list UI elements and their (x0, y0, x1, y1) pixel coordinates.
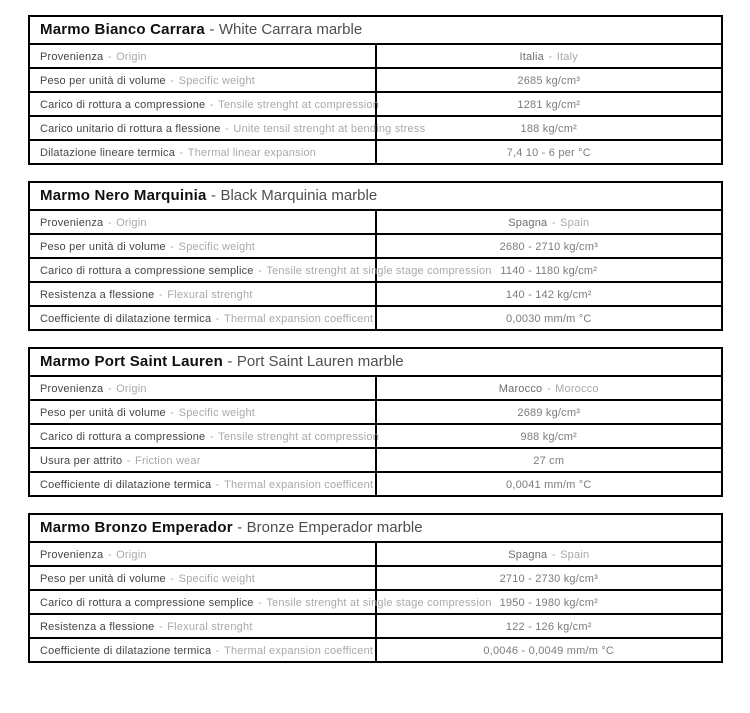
property-label-english: Thermal linear expansion (187, 147, 317, 159)
property-label (29, 424, 380, 448)
property-label (29, 448, 376, 472)
label-separator: - (158, 289, 163, 301)
property-label-italian: Carico di rottura a compressione (40, 99, 206, 111)
property-label-english: Specific weight (178, 75, 256, 87)
property-label-italian: Provenienza (40, 51, 104, 63)
value-text: 7,4 10 - 6 per °C (506, 147, 591, 159)
property-label-italian: Carico di rottura a compressione semplice (40, 265, 254, 277)
table-title-italian: Marmo Bianco Carrara (40, 21, 205, 38)
property-label (29, 68, 376, 92)
property-label (29, 234, 376, 258)
label-separator: - (170, 573, 175, 585)
property-label-english: Flexural strenght (167, 289, 253, 301)
label-separator: - (170, 241, 175, 253)
property-label-english: Tensile strenght at single stage compression (266, 597, 492, 609)
value-text: 0,0030 mm/m °C (506, 313, 592, 325)
property-value (376, 306, 723, 330)
value-separator: - (551, 549, 556, 561)
value-secondary: Spain (560, 217, 590, 229)
value-text: 988 kg/cm² (520, 431, 577, 443)
table-row (29, 140, 722, 164)
value-primary: Marocco (498, 383, 543, 395)
label-separator: - (215, 313, 220, 325)
property-label-italian: Carico di rottura a compressione (40, 431, 206, 443)
property-value (376, 234, 723, 258)
table-title-italian: Marmo Port Saint Lauren (40, 353, 223, 370)
property-label-italian: Peso per unità di volume (40, 407, 166, 419)
property-value (376, 638, 723, 662)
property-label-english: Tensile strenght at compression (218, 431, 380, 443)
property-label-italian: Peso per unità di volume (40, 75, 166, 87)
table-title-english: Black Marquinia marble (220, 187, 378, 204)
property-label (29, 282, 376, 306)
table-row (29, 44, 722, 68)
property-label-english: Origin (116, 549, 147, 561)
property-value (376, 424, 723, 448)
label-separator: - (225, 123, 229, 135)
property-label-english: Specific weight (178, 407, 256, 419)
property-label-english: Thermal expansion coefficent (224, 313, 374, 325)
table-title (29, 514, 722, 542)
label-separator: - (158, 621, 163, 633)
label-separator: - (215, 479, 220, 491)
table-title (29, 16, 722, 44)
value-primary: Italia (519, 51, 544, 63)
property-value (376, 614, 723, 638)
value-text: 2710 - 2730 kg/cm³ (499, 573, 598, 585)
table-title-row (29, 182, 722, 210)
table-row (29, 566, 722, 590)
property-label (29, 376, 376, 400)
table-title-row (29, 16, 722, 44)
label-separator: - (107, 217, 112, 229)
property-label (29, 44, 376, 68)
table-title (29, 348, 722, 376)
table-title (29, 182, 722, 210)
property-label-english: Friction wear (135, 455, 201, 467)
label-separator: - (170, 407, 175, 419)
value-separator: - (546, 383, 551, 395)
table-title-english: Bronze Emperador marble (246, 519, 423, 536)
table-row (29, 638, 722, 662)
spec-table-bianco-carrara (28, 15, 723, 165)
value-secondary: Italy (556, 51, 578, 63)
table-title-row (29, 348, 722, 376)
property-value (376, 400, 723, 424)
spec-table-nero-marquinia (28, 181, 723, 331)
property-label-italian: Coefficiente di dilatazione termica (40, 645, 212, 657)
property-value (376, 92, 723, 116)
table-title-english: Port Saint Lauren marble (236, 353, 404, 370)
value-text: 188 kg/cm² (520, 123, 577, 135)
label-separator: - (126, 455, 131, 467)
table-row (29, 258, 722, 282)
property-label-italian: Resistenza a flessione (40, 621, 155, 633)
property-value (376, 68, 723, 92)
label-separator: - (107, 549, 112, 561)
spec-table-bronzo-emperador (28, 513, 723, 663)
property-label-italian: Coefficiente di dilatazione termica (40, 479, 212, 491)
property-label-italian: Provenienza (40, 217, 104, 229)
table-title-italian: Marmo Bronzo Emperador (40, 519, 233, 536)
label-separator: - (107, 383, 112, 395)
title-separator: - (237, 519, 243, 536)
value-separator: - (548, 51, 553, 63)
property-label-italian: Provenienza (40, 383, 104, 395)
label-separator: - (170, 75, 175, 87)
property-value (376, 542, 723, 566)
property-label-italian: Carico di rottura a compressione semplice (40, 597, 254, 609)
value-text: 1950 - 1980 kg/cm² (499, 597, 598, 609)
property-value (376, 472, 723, 496)
property-label (29, 400, 376, 424)
property-label-english: Thermal expansion coefficent (224, 479, 374, 491)
value-text: 1140 - 1180 kg/cm² (500, 265, 598, 277)
property-label-english: Unite tensil strenght at bending stress (233, 123, 426, 135)
label-separator: - (209, 431, 214, 443)
table-title-italian: Marmo Nero Marquinia (40, 187, 207, 204)
table-row (29, 424, 722, 448)
property-label-italian: Coefficiente di dilatazione termica (40, 313, 212, 325)
label-separator: - (215, 645, 220, 657)
property-label-english: Specific weight (178, 241, 256, 253)
table-row (29, 306, 722, 330)
value-text: 122 - 126 kg/cm² (505, 621, 592, 633)
property-label-english: Origin (116, 383, 147, 395)
table-row (29, 116, 722, 140)
property-label-english: Specific weight (178, 573, 256, 585)
property-label (29, 258, 492, 282)
property-label-english: Flexural strenght (167, 621, 253, 633)
value-text: 1281 kg/cm² (517, 99, 581, 111)
property-label (29, 638, 376, 662)
value-text: 27 cm (533, 455, 565, 467)
property-value (376, 448, 723, 472)
table-title-english: White Carrara marble (218, 21, 363, 38)
property-label (29, 92, 380, 116)
property-label (29, 306, 376, 330)
table-row (29, 590, 722, 614)
property-label (29, 210, 376, 234)
property-label-italian: Usura per attrito (40, 455, 123, 467)
property-label (29, 542, 376, 566)
table-row (29, 472, 722, 496)
value-separator: - (551, 217, 556, 229)
table-title-row (29, 514, 722, 542)
property-label (29, 472, 376, 496)
property-value (376, 282, 723, 306)
value-text: 0,0041 mm/m °C (506, 479, 592, 491)
property-label-italian: Resistenza a flessione (40, 289, 155, 301)
property-label (29, 116, 426, 140)
property-label-english: Tensile strenght at compression (218, 99, 380, 111)
table-row (29, 400, 722, 424)
value-primary: Spagna (508, 217, 548, 229)
value-text: 0,0046 - 0,0049 mm/m °C (483, 645, 615, 657)
property-value (376, 376, 723, 400)
value-text: 140 - 142 kg/cm² (505, 289, 592, 301)
title-separator: - (209, 21, 215, 38)
property-label-italian: Provenienza (40, 549, 104, 561)
property-label-english: Origin (116, 217, 147, 229)
property-label (29, 566, 376, 590)
spec-table-port-saint-lauren (28, 347, 723, 497)
table-row (29, 614, 722, 638)
label-separator: - (209, 99, 214, 111)
property-value (376, 566, 723, 590)
value-secondary: Spain (560, 549, 590, 561)
label-separator: - (258, 265, 262, 277)
table-row (29, 68, 722, 92)
title-separator: - (227, 353, 233, 370)
property-label-italian: Peso per unità di volume (40, 241, 166, 253)
property-label-english: Origin (116, 51, 147, 63)
property-label (29, 140, 376, 164)
label-separator: - (107, 51, 112, 63)
property-value (376, 210, 723, 234)
property-value (376, 44, 723, 68)
property-label-english: Thermal expansion coefficent (224, 645, 374, 657)
value-text: 2689 kg/cm³ (517, 407, 581, 419)
table-row (29, 448, 722, 472)
property-label (29, 590, 492, 614)
title-separator: - (210, 187, 216, 204)
value-text: 2680 - 2710 kg/cm³ (499, 241, 598, 253)
value-primary: Spagna (508, 549, 548, 561)
table-row (29, 92, 722, 116)
table-row (29, 376, 722, 400)
table-row (29, 542, 722, 566)
table-row (29, 282, 722, 306)
table-row (29, 210, 722, 234)
table-row (29, 234, 722, 258)
label-separator: - (258, 597, 262, 609)
value-text: 2685 kg/cm³ (517, 75, 581, 87)
property-value (376, 116, 723, 140)
value-secondary: Morocco (555, 383, 599, 395)
property-label-italian: Peso per unità di volume (40, 573, 166, 585)
property-label-italian: Carico unitario di rottura a flessione (40, 123, 221, 135)
property-label-english: Tensile strenght at single stage compression (266, 265, 492, 277)
property-label-italian: Dilatazione lineare termica (40, 147, 176, 159)
property-label (29, 614, 376, 638)
property-value (376, 140, 723, 164)
label-separator: - (179, 147, 184, 159)
